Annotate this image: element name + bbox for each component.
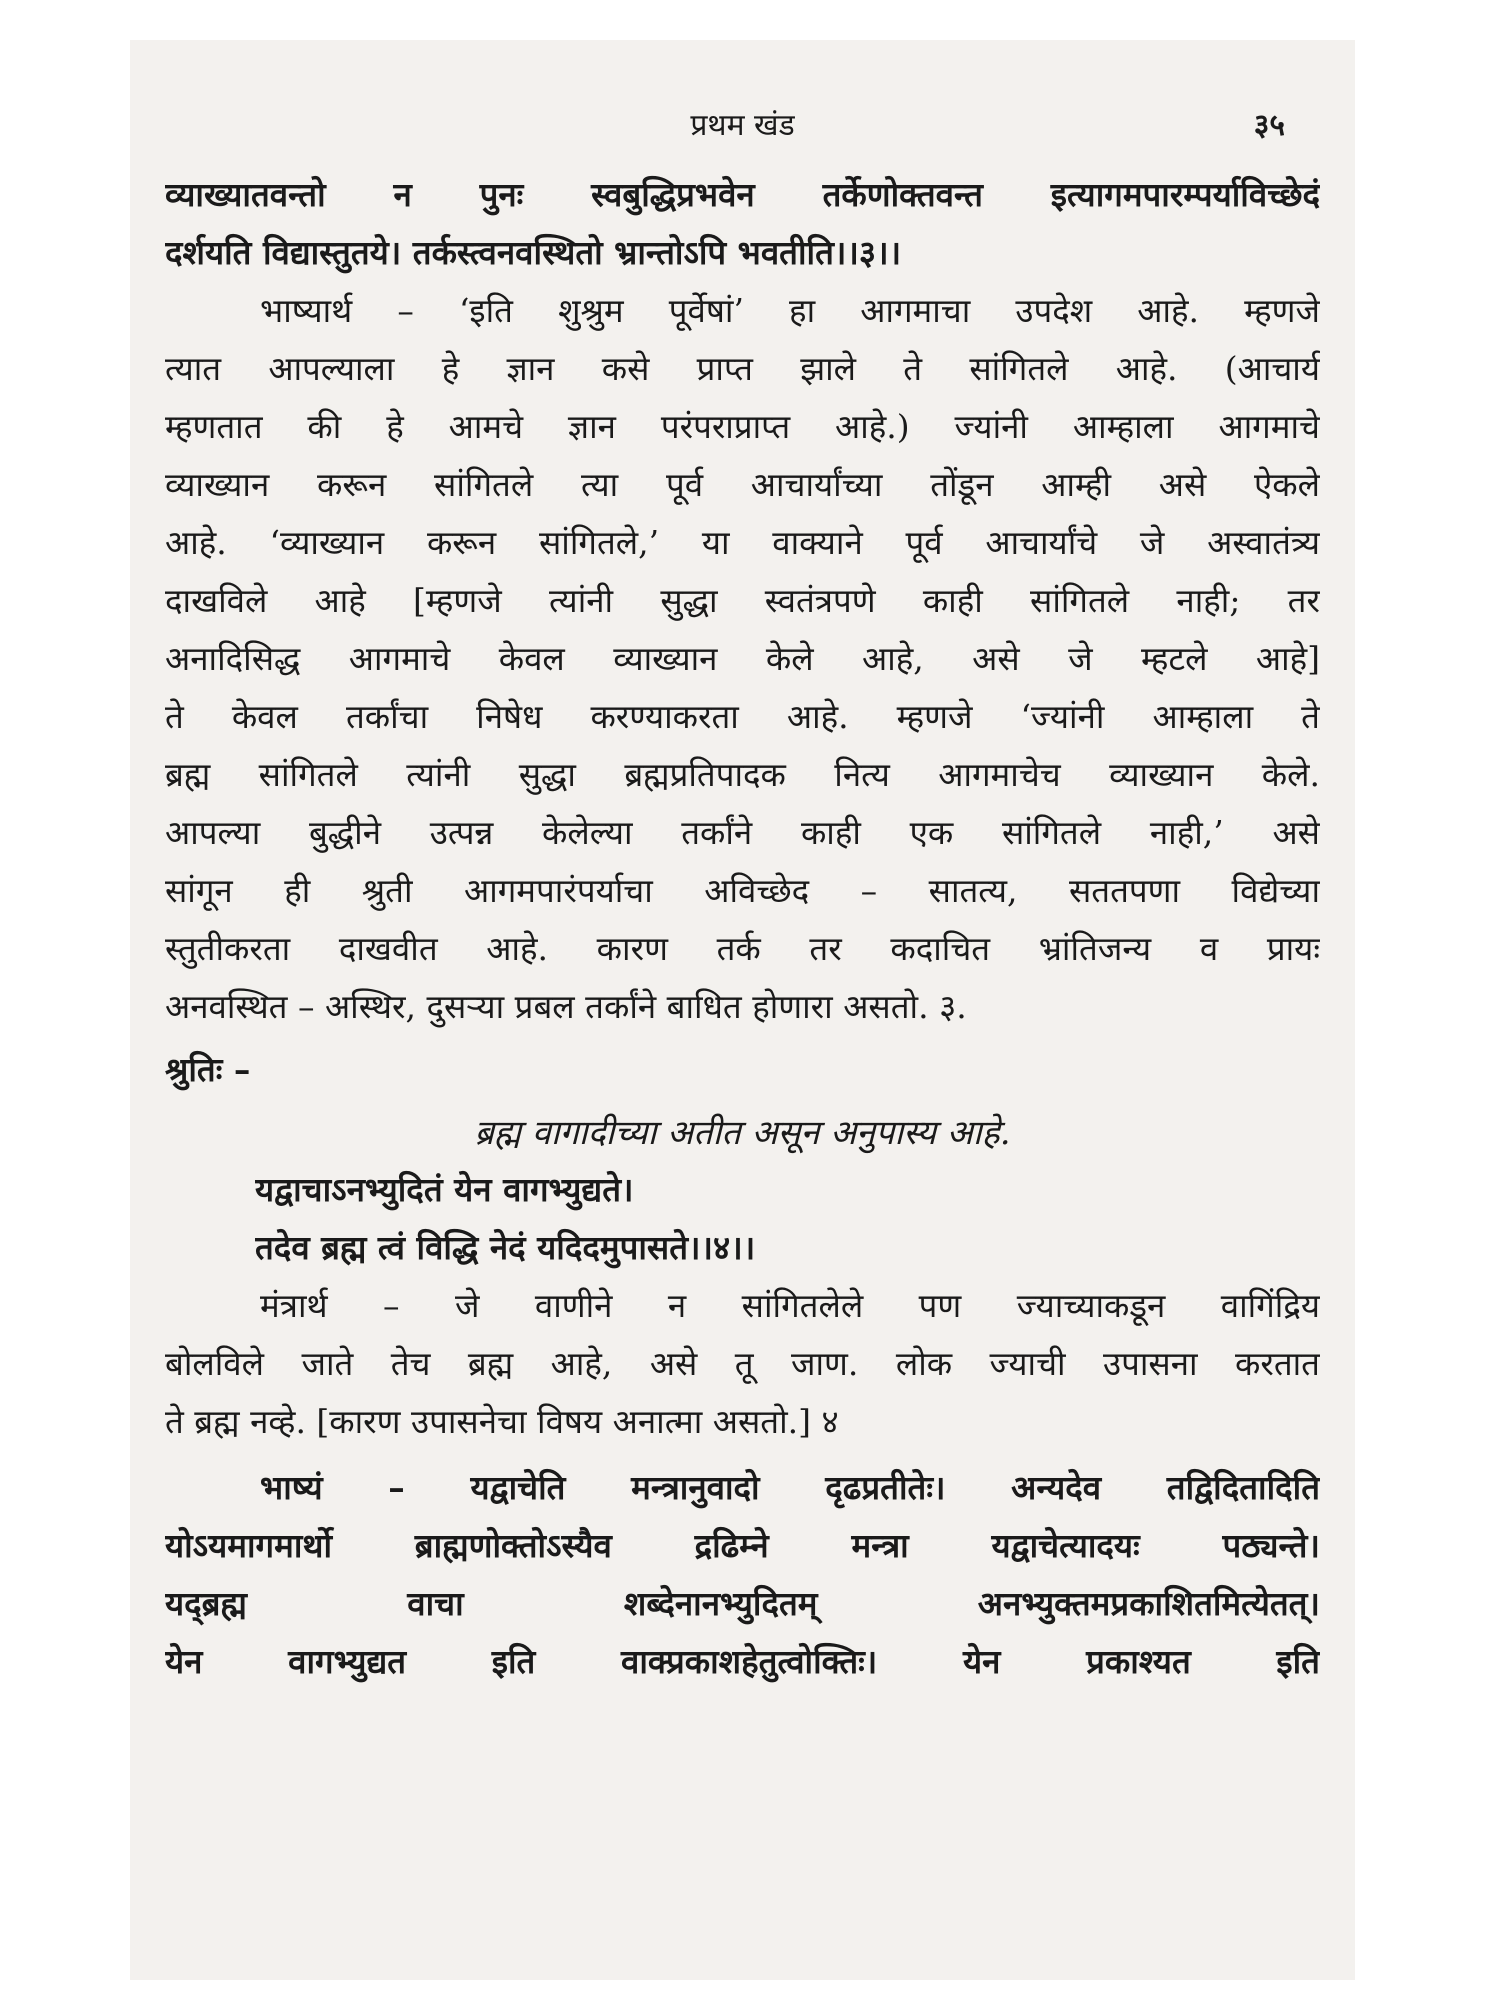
text-line: अनादिसिद्ध आगमाचे केवल व्याख्यान केले आहे, असे जे म्हटले आहे] <box>165 639 1320 678</box>
text-line: सांगून ही श्रुती आगमपारंपर्याचा अविच्छेद – सातत्य, सततपणा विद्येच्या <box>165 871 1320 910</box>
text-line: आहे. ‘व्याख्यान करून सांगितले,’ या वाक्याने पूर्व आचार्यांचे जे अस्वातंत्र्य <box>165 523 1320 562</box>
verse-caption: ब्रह्म वागादीच्या अतीत असून अनुपास्य आहे. <box>474 1113 1011 1153</box>
text-line: दाखविले आहे [म्हणजे त्यांनी सुद्धा स्वतंत्रपणे काही सांगितले नाही; तर <box>165 581 1320 620</box>
text-line: ते ब्रह्म नव्हे. [कारण उपासनेचा विषय अनात्मा असतो.] ४ <box>165 1402 839 1441</box>
text-line: अनवस्थित – अस्थिर, दुसऱ्या प्रबल तर्कांने बाधित होणारा असतो. ३. <box>165 987 967 1026</box>
text-line: मंत्रार्थ – जे वाणीने न सांगितलेले पण ज्याच्याकडून वागिंद्रिय <box>260 1286 1320 1325</box>
text-line: ब्रह्म सांगितले त्यांनी सुद्धा ब्रह्मप्रतिपादक नित्य आगमाचेच व्याख्यान केले. <box>165 755 1320 794</box>
text-line: स्तुतीकरता दाखवीत आहे. कारण तर्क तर कदाचित भ्रांतिजन्य व प्रायः <box>165 929 1320 968</box>
text-line: व्याख्यान करून सांगितले त्या पूर्व आचार्यांच्या तोंडून आम्ही असे ऐकले <box>165 465 1320 504</box>
text-line: भाष्यार्थ – ‘इति शुश्रुम पूर्वेषां’ हा आगमाचा उपदेश आहे. म्हणजे <box>260 291 1320 330</box>
running-title: प्रथम खंड <box>690 108 795 143</box>
text-line: दर्शयति विद्यास्तुतये। तर्कस्त्वनवस्थितो भ्रान्तोऽपि भवतीति।।३।। <box>165 233 902 272</box>
text-line: भाष्यं – यद्वाचेति मन्त्रानुवादो दृढप्रतीतेः। अन्यदेव तद्विदितादिति <box>260 1468 1320 1507</box>
text-line: बोलविले जाते तेच ब्रह्म आहे, असे तू जाण. लोक ज्याची उपासना करतात <box>165 1344 1320 1383</box>
page-number: ३५ <box>1253 108 1285 143</box>
text-line: यद्ब्रह्म वाचा शब्देनानभ्युदितम् अनभ्युक्तमप्रकाशितमित्येतत्। <box>165 1584 1320 1623</box>
text-line: म्हणतात की हे आमचे ज्ञान परंपराप्राप्त आहे.) ज्यांनी आम्हाला आगमाचे <box>165 407 1320 446</box>
text-line: योऽयमागमार्थो ब्राह्मणोक्तोऽस्यैव द्रढिम्ने मन्त्रा यद्वाचेत्यादयः पठ्यन्ते। <box>165 1526 1320 1565</box>
section-heading: श्रुतिः – <box>165 1050 251 1089</box>
text-line: आपल्या बुद्धीने उत्पन्न केलेल्या तर्कांने काही एक सांगितले नाही,’ असे <box>165 813 1320 852</box>
text-line: व्याख्यातवन्तो न पुनः स्वबुद्धिप्रभवेन तर्केणोक्तवन्त इत्यागमपारम्पर्याविच्छेदं <box>165 175 1320 214</box>
text-line: त्यात आपल्याला हे ज्ञान कसे प्राप्त झाले ते सांगितले आहे. (आचार्य <box>165 349 1320 388</box>
verse-line: तदेव ब्रह्म त्वं विद्धि नेदं यदिदमुपासते।।४।। <box>255 1228 756 1267</box>
text-line: ते केवल तर्कांचा निषेध करण्याकरता आहे. म्हणजे ‘ज्यांनी आम्हाला ते <box>165 697 1320 736</box>
page-header <box>130 95 1355 145</box>
verse-line: यद्वाचाऽनभ्युदितं येन वागभ्युद्यते। <box>255 1170 634 1209</box>
text-line: येन वागभ्युद्यत इति वाक्प्रकाशहेतुत्वोक्तिः। येन प्रकाश्यत इति <box>165 1642 1320 1681</box>
book-page <box>130 40 1355 1980</box>
